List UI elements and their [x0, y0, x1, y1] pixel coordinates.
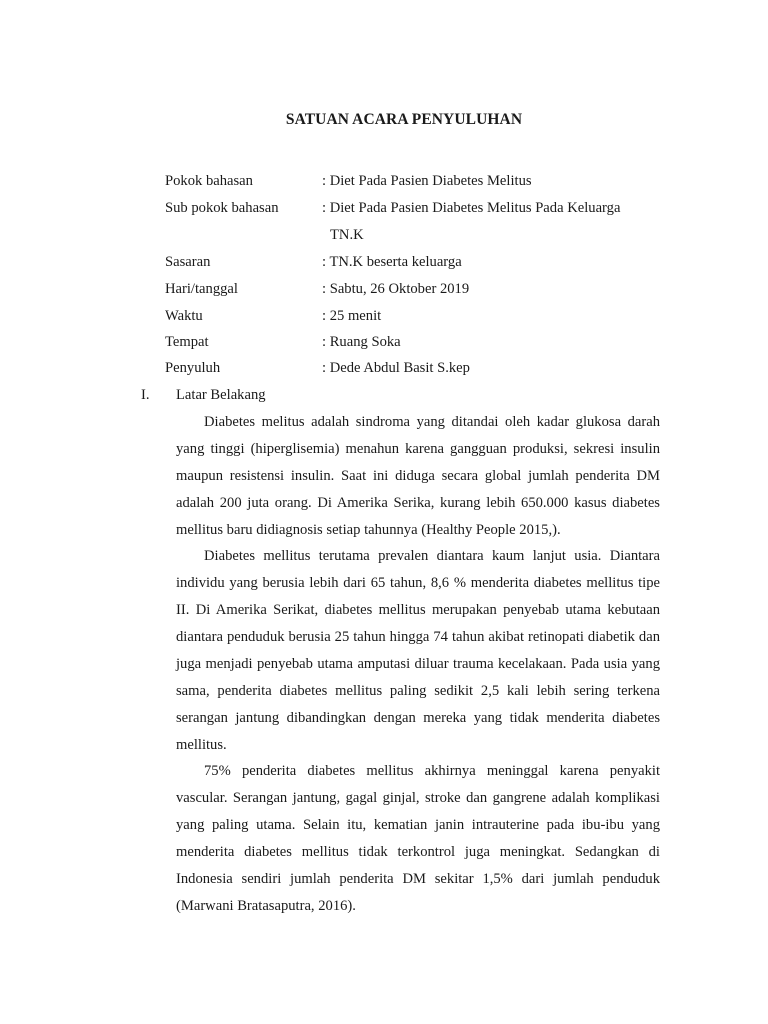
info-value: : Ruang Soka	[322, 334, 401, 350]
paragraph-2: Diabetes mellitus terutama prevalen diantara kaum lanjut usia. Diantara individu yang berusia lebih dari 65 tahun, 8,6 % menderita diabetes mellitus tipe II. Di Amerika Serikat, diabetes mellitus merupakan penyebab utama kebutaan diantara penduduk berusia 25 tahun hingga 74 tahun akibat retinopati diabetik dan juga menjadi penyebab utama amputasi diluar trauma kecelakaan. Pada usia yang sama, penderita diabetes mellitus paling sedikit 2,5 kali lebih sering terkena serangan jantung dibandingkan dengan mereka yang tidak menderita diabetes mellitus.	[176, 548, 660, 753]
section-number: I.	[141, 387, 150, 403]
info-label: Penyuluh	[165, 360, 221, 376]
info-label: Sub pokok bahasan	[165, 200, 279, 216]
info-value: : Diet Pada Pasien Diabetes Melitus Pada Keluarga	[322, 200, 621, 216]
info-label: Tempat	[165, 334, 209, 350]
info-value: : TN.K beserta keluarga	[322, 254, 462, 270]
info-value: : Dede Abdul Basit S.kep	[322, 360, 470, 376]
info-label: Pokok bahasan	[165, 173, 253, 189]
paragraph-3: 75% penderita diabetes mellitus akhirnya meninggal karena penyakit vascular. Serangan jantung, gagal ginjal, stroke dan gangrene adalah komplikasi yang paling utama. Selain itu, kematian janin intrauterine pada ibu-ibu yang menderita diabetes mellitus tidak terkontrol juga meningkat. Sedangkan di Indonesia sendiri jumlah penderita DM sekitar 1,5% dari jumlah penduduk (Marwani Bratasaputra, 2016).	[176, 763, 660, 914]
info-value: : Sabtu, 26 Oktober 2019	[322, 281, 470, 297]
info-value: : 25 menit	[322, 308, 382, 324]
info-value-continuation: TN.K	[330, 227, 364, 243]
info-value: : Diet Pada Pasien Diabetes Melitus	[322, 173, 532, 189]
document-title: SATUAN ACARA PENYULUHAN	[285, 111, 523, 128]
info-label: Sasaran	[165, 254, 211, 270]
info-label: Hari/tanggal	[165, 281, 238, 297]
section-title: Latar Belakang	[176, 387, 266, 403]
paragraph-1: Diabetes melitus adalah sindroma yang ditandai oleh kadar glukosa darah yang tinggi (hiperglisemia) menahun karena gangguan produksi, sekresi insulin maupun resistensi insulin. Saat ini diduga secara global jumlah penderita DM adalah 200 juta orang. Di Amerika Serika, kurang lebih 650.000 kasus diabetes mellitus baru didiagnosis setiap tahunnya (Healthy People 2015,).	[176, 414, 660, 538]
info-label: Waktu	[165, 308, 203, 324]
